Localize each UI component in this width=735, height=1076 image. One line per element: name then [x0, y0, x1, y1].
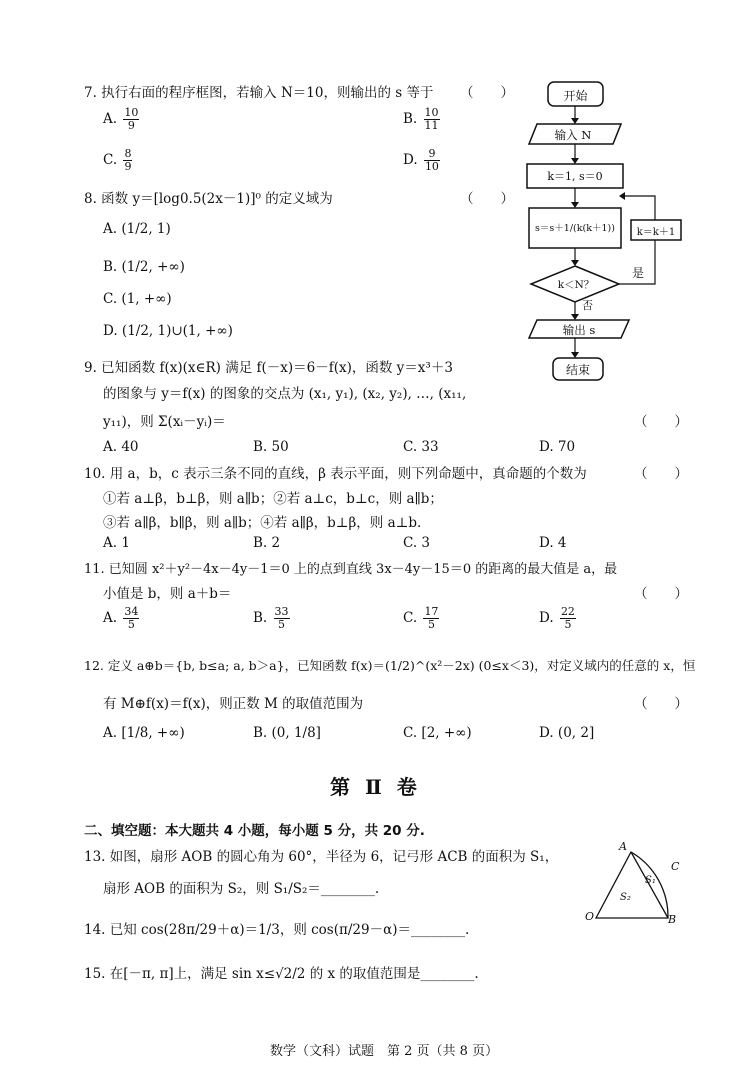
q10-answer-paren: （ ） [634, 466, 688, 482]
flowchart-no-label: 否 [582, 299, 593, 312]
fig-label-c: C [671, 860, 680, 873]
q7-option-a[interactable]: A. $\frac{10}{9}$ [103, 106, 139, 132]
q12-option-c[interactable]: C. [2, +∞) [403, 725, 472, 741]
q9-option-d[interactable]: D. 70 [539, 439, 576, 455]
q10-option-d[interactable]: D. 4 [539, 535, 567, 551]
q8-option-c[interactable]: C. (1, +∞) [103, 291, 172, 307]
q7-stem: 7. 执行右面的程序框图，若输入 N＝10，则输出的 s 等于 [84, 85, 434, 101]
q8-answer-paren: （ ） [460, 191, 514, 207]
q7-option-d[interactable]: D. $\frac{9}{10}$ [403, 147, 439, 173]
q7-option-b[interactable]: B. $\frac{10}{11}$ [403, 106, 439, 132]
flowchart-init-label: k＝1, s＝0 [547, 170, 603, 183]
q9-line2: 的图象与 y＝f(x) 的图象的交点为 (x₁, y₁), (x₂, y₂), …, (x₁₁, [103, 386, 467, 402]
fig-label-s1: S₁ [645, 875, 656, 886]
q7-answer-paren: （ ） [460, 85, 514, 101]
q10-option-b[interactable]: B. 2 [253, 535, 281, 551]
q10-statements-2: ③若 a∥β，b∥β，则 a∥b；④若 a∥β，b⊥β，则 a⊥b. [103, 515, 422, 531]
q10-option-c[interactable]: C. 3 [403, 535, 431, 551]
q9-line3: y₁₁)，则 Σ(xᵢ－yᵢ)＝ [103, 414, 226, 430]
q10-stem: 10. 用 a，b，c 表示三条不同的直线，β 表示平面，则下列命题中，真命题的个数为 [84, 466, 587, 482]
page-footer: 数学（文科）试题 第 2 页（共 8 页） [270, 1044, 499, 1059]
flowchart-condition-label: k＜N？ [557, 279, 595, 291]
q15-text: 15. 在[－π, π]上，满足 sin x≤√2/2 的 x 的取值范围是________. [84, 966, 479, 982]
section-title: 第 Ⅱ 卷 [330, 775, 421, 799]
q8-option-a[interactable]: A. (1/2, 1) [103, 221, 171, 237]
flowchart-input-label: 输入 N [554, 128, 592, 142]
fig-label-b: B [668, 913, 677, 926]
q8-stem: 8. 函数 y＝[log0.5(2x－1)]⁰ 的定义域为 [84, 191, 333, 207]
flowchart-svg [515, 74, 715, 394]
q12-answer-paren: （ ） [634, 696, 688, 712]
fig-label-s2: S₂ [620, 892, 631, 903]
flowchart-output-label: 输出 s [562, 323, 596, 337]
q9-option-a[interactable]: A. 40 [103, 439, 139, 455]
q7-option-c[interactable]: C. $\frac{8}{9}$ [103, 147, 132, 173]
q10-statements-1: ①若 a⊥β，b⊥β，则 a∥b；②若 a⊥c，b⊥c，则 a∥b； [103, 491, 443, 507]
q12-line2: 有 M⊕f(x)＝f(x)，则正数 M 的取值范围为 [103, 696, 364, 712]
q8-option-b[interactable]: B. (1/2, +∞) [103, 259, 185, 275]
fig-label-o: O [585, 910, 595, 923]
q11-option-a[interactable]: A. $\frac{34}{5}$ [103, 605, 139, 631]
q12-line1: 12. 定义 a⊕b＝{b, b≤a; a, b＞a}，已知函数 f(x)＝(1/2)^(x²－2x) (0≤x＜3)，对定义域内的任意的 x，恒 [84, 658, 696, 673]
q13-line1: 13. 如图，扇形 AOB 的圆心角为 60°，半径为 6，记弓形 ACB 的面积为 S₁， [84, 849, 559, 865]
q11-option-b[interactable]: B. $\frac{33}{5}$ [253, 605, 289, 631]
q10-option-a[interactable]: A. 1 [103, 535, 130, 551]
q11-option-c[interactable]: C. $\frac{17}{5}$ [403, 605, 439, 631]
q13-line2: 扇形 AOB 的面积为 S₂，则 S₁/S₂＝________. [103, 881, 380, 897]
q12-option-b[interactable]: B. (0, 1/8] [253, 725, 321, 741]
part2-heading: 二、填空题：本大题共 4 小题，每小题 5 分，共 20 分. [84, 823, 425, 839]
q12-option-d[interactable]: D. (0, 2] [539, 725, 595, 741]
flowchart-start-label: 开始 [563, 89, 588, 103]
q11-line1: 11. 已知圆 x²＋y²－4x－4y－1＝0 上的点到直线 3x－4y－15＝0 的距离的最大值是 a，最 [84, 562, 618, 577]
q9-option-c[interactable]: C. 33 [403, 439, 439, 455]
q8-option-d[interactable]: D. (1/2, 1)∪(1, +∞) [103, 323, 233, 339]
q11-option-d[interactable]: D. $\frac{22}{5}$ [539, 605, 575, 631]
q9-option-b[interactable]: B. 50 [253, 439, 289, 455]
fig-label-a: A [619, 840, 627, 853]
q12-option-a[interactable]: A. [1/8, +∞) [103, 725, 185, 741]
q9-line1: 9. 已知函数 f(x)(x∈R) 满足 f(－x)＝6－f(x)，函数 y＝x³＋3 [84, 360, 453, 376]
flowchart-end-label: 结束 [565, 363, 590, 377]
flowchart-yes-label: 是 [632, 266, 645, 280]
q9-answer-paren: （ ） [634, 414, 688, 430]
flowchart-update-label: s＝s＋1/(k(k＋1)) [535, 223, 615, 234]
q11-answer-paren: （ ） [634, 586, 688, 602]
flowchart-incr-label: k＝k＋1 [636, 227, 676, 238]
q11-line2: 小值是 b，则 a＋b＝ [103, 586, 232, 602]
q14-text: 14. 已知 cos(28π/29＋α)＝1/3，则 cos(π/29－α)＝________. [84, 922, 470, 938]
sector-aob [596, 852, 668, 918]
